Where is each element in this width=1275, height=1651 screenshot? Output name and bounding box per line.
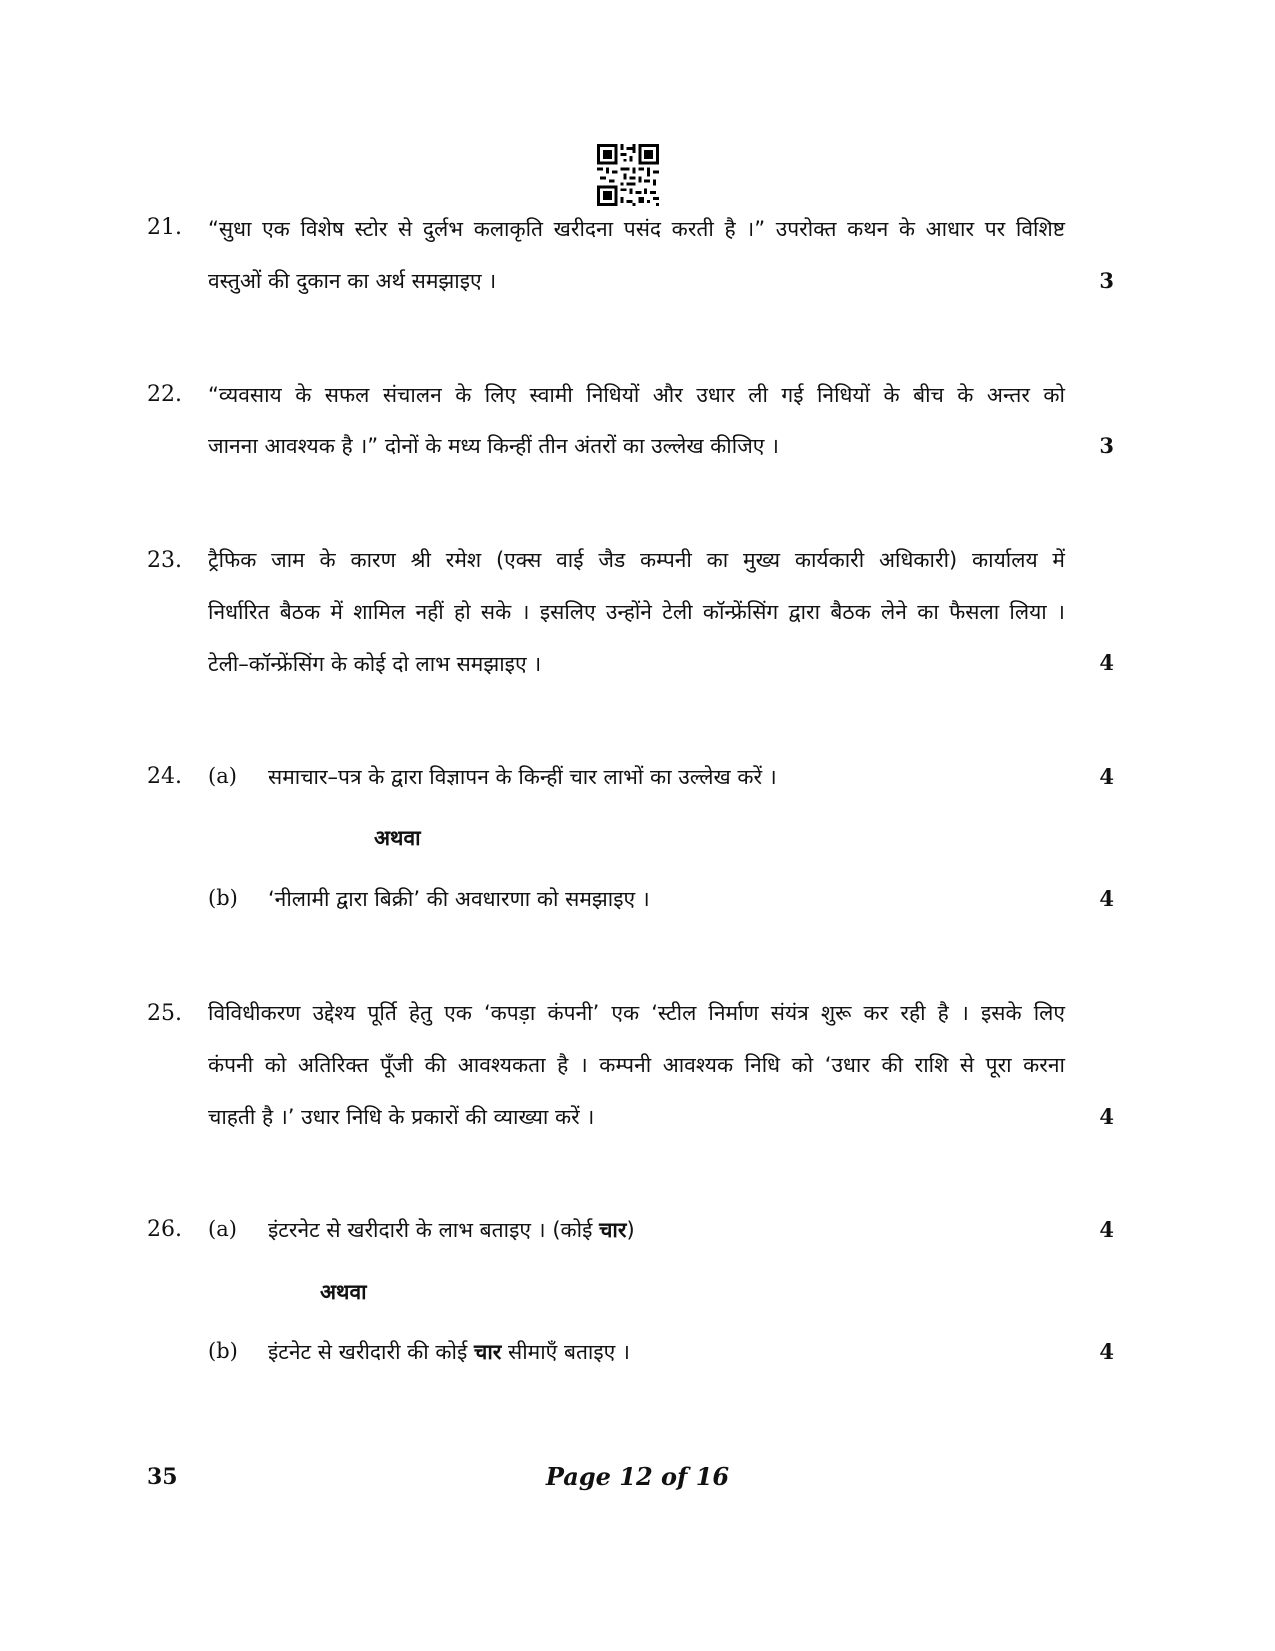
question-text-line: विविधीकरण उद्देश्य पूर्ति हेतु एक ‘कपड़ा कंपनी’ एक ‘स्टील निर्माण संयंत्र शुरू कर रही है । इसके लिए: [208, 1001, 1065, 1025]
option-text: समाचार–पत्र के द्वारा विज्ञापन के किन्हीं चार लाभों का उल्लेख करें ।: [268, 765, 777, 789]
option-text: ‘नीलामी द्वारा बिक्री’ की अवधारणा को समझाइए ।: [268, 887, 650, 911]
question-text-line: “व्यवसाय के सफल संचालन के लिए स्वामी निधियों और उधार ली गई निधियों के बीच के अन्तर को: [208, 383, 1065, 407]
option-label: (a): [208, 1217, 237, 1241]
question-text-line: जानना आवश्यक है ।” दोनों के मध्य किन्हीं तीन अंतरों का उल्लेख कीजिए ।: [208, 434, 780, 458]
question-number: 21.: [147, 215, 182, 240]
question-text-line: कंपनी को अतिरिक्त पूँजी की आवश्यकता है । कम्पनी आवश्यक निधि को ‘उधार की राशि से पूरा करना: [208, 1053, 1065, 1077]
page-number: Page 12 of 16: [545, 1462, 730, 1491]
question-text-line: टेली–कॉन्फ्रेंसिंग के कोई दो लाभ समझाइए ।: [208, 652, 542, 676]
or-separator: अथवा: [320, 1280, 367, 1304]
question-text-line: “सुधा एक विशेष स्टोर से दुर्लभ कलाकृति खरीदना पसंद करती है ।” उपरोक्त कथन के आधार पर विशिष्ट: [208, 217, 1065, 241]
question-number: 25.: [147, 1001, 182, 1026]
paper-code: 35: [147, 1464, 178, 1490]
question-text-line: निर्धारित बैठक में शामिल नहीं हो सके । इसलिए उन्होंने टेली कॉन्फ्रेंसिंग द्वारा बैठक लेने का फैसला लिया ।: [208, 600, 1065, 624]
or-separator: अथवा: [374, 826, 421, 850]
option-text: इंटनेट से खरीदारी की कोई चार सीमाएँ बताइए ।: [268, 1340, 630, 1364]
option-label: (b): [208, 1339, 238, 1363]
option-label: (b): [208, 886, 238, 910]
marks: 4: [1099, 1217, 1114, 1242]
question-number: 26.: [147, 1217, 182, 1242]
marks: 4: [1099, 764, 1114, 789]
marks: 4: [1099, 886, 1114, 911]
marks: 4: [1099, 1104, 1114, 1129]
question-text-line: चाहती है ।’ उधार निधि के प्रकारों की व्याख्या करें ।: [208, 1105, 595, 1129]
question-number: 22.: [147, 382, 182, 407]
qr-code: [597, 144, 659, 206]
question-number: 24.: [147, 764, 182, 789]
option-text: इंटरनेट से खरीदारी के लाभ बताइए । (कोई चार): [268, 1218, 635, 1242]
marks: 3: [1099, 268, 1114, 293]
marks: 4: [1099, 650, 1114, 675]
option-label: (a): [208, 764, 237, 788]
marks: 3: [1099, 433, 1114, 458]
question-text-line: वस्तुओं की दुकान का अर्थ समझाइए ।: [208, 269, 497, 293]
marks: 4: [1099, 1339, 1114, 1364]
question-number: 23.: [147, 548, 182, 573]
question-text-line: ट्रैफिक जाम के कारण श्री रमेश (एक्स वाई जैड कम्पनी का मुख्य कार्यकारी अधिकारी) कार्यालय में: [208, 548, 1065, 572]
